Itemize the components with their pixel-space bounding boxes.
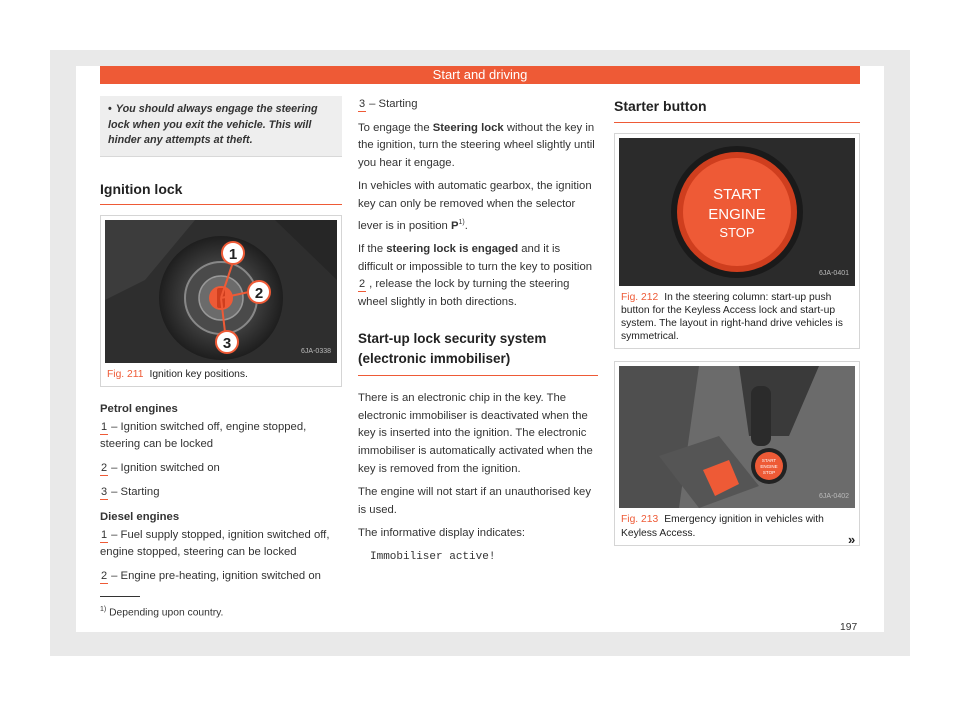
diesel-item-1 [100,527,342,562]
column-middle [358,96,598,573]
petrol-item-text: – Starting [111,485,160,498]
figure-number: Fig. 213 [621,514,659,526]
position-number: 2 [101,462,108,475]
start-button-photo [619,138,855,286]
text: If the [358,242,387,255]
ignition-lock-photo [105,220,337,363]
petrol-item-1 [100,419,342,454]
button-label-stop: STOP [719,224,755,240]
text: . [464,219,468,232]
petrol-item-text: – Ignition switched on [111,462,220,475]
unauthorised-key-paragraph: The engine will not start if an unauthorised key is used. [358,486,591,516]
bullet: • [108,103,112,115]
footnote-reference: 1) [458,218,465,226]
text: and it is difficult or impossible to turn the key to position [358,242,593,273]
figure-211 [100,215,342,387]
marker-3-label: 3 [222,335,232,353]
display-intro: The informative display indicates: [358,527,526,540]
footnote-mark: 1) [100,606,107,613]
text: In vehicles with automatic gearbox, the ignition key can only be removed when the selector lever is in position [358,180,592,232]
diesel-engines-title: Diesel engines [100,511,180,524]
section-heading-starter-button: Starter button [614,98,860,123]
start-engine-button-illustration [619,138,855,286]
position-number: 3 [101,485,108,498]
page-number: 197 [840,622,858,633]
marker-2-label: 2 [254,285,264,303]
figure-code: 6JA-0402 [819,492,849,500]
warning-note [100,96,342,157]
footnote [100,606,223,618]
footnote-text: Depending upon country. [109,607,224,619]
figure-caption-text: In the steering column: start-up push button for the Keyless Access lock and start-up system. The layout in right-hand drive vehicles is symmetrical. [621,291,843,343]
figure-caption [619,508,855,540]
figure-number: Fig. 211 [107,369,144,381]
figure-212 [614,133,860,350]
petrol-item-2 [100,460,342,478]
figure-caption-text: Emergency ignition in vehicles with Keyless Access. [621,514,824,539]
figure-213 [614,361,860,545]
chapter-header: Start and driving [100,66,860,84]
figure-code: 6JA-0338 [301,347,331,355]
emergency-ignition-photo [619,366,855,508]
petrol-item-text: – Ignition switched off, engine stopped, steering can be locked [100,420,307,451]
marker-1-label: 1 [228,246,238,264]
column-left [100,96,342,592]
automatic-gearbox-paragraph [358,178,598,235]
bold-term: Steering lock [432,121,504,134]
position-number: 3 [359,98,366,110]
starting-item [358,96,598,114]
figure-number: Fig. 212 [621,291,659,303]
continued-marker: » [848,532,856,547]
diesel-item-2 [100,568,342,586]
figure-code: 6JA-0401 [819,270,849,277]
diesel-item-text: – Engine pre-heating, ignition switched on [111,570,321,583]
bold-term: steering lock is engaged [386,242,519,255]
footnote-divider [100,596,140,597]
small-button-label-engine: ENGINE [760,464,778,470]
section-heading-ignition-lock: Ignition lock [100,181,342,206]
small-button-label-stop: STOP [762,470,776,476]
text: To engage the [358,121,433,134]
button-label-engine: ENGINE [708,205,766,223]
position-number: 2 [359,278,366,291]
column-right [614,96,860,546]
text: without the key in the ignition, turn the steering wheel slightly until you hear it engage. [358,121,595,169]
section-heading-immobiliser: Start-up lock security system (electronic immobiliser) [358,329,598,376]
position-number: 1 [101,420,108,433]
starting-item-text: – Starting [369,98,418,110]
petrol-engines-title: Petrol engines [100,403,178,416]
bold-term: P [450,219,459,232]
figure-caption [105,363,337,382]
button-label-start: START [713,185,761,203]
petrol-item-3 [100,484,342,502]
small-button-label-start: START [761,458,777,464]
text: , release the lock by turning the steering wheel slightly in both directions. [358,278,570,308]
position-number: 1 [101,528,108,541]
figure-caption [619,286,855,345]
steering-lock-paragraph [358,120,598,173]
immobiliser-paragraph: There is an electronic chip in the key. The electronic immobiliser is deactivated when the key is inserted into the ignition. The electronic immobiliser is automatically activated when the key is removed from the ignition. [358,392,593,475]
figure-caption-text: Ignition key positions. [149,369,248,381]
diesel-item-text: – Fuel supply stopped, ignition switched off, engine stopped, steering can be locked [100,528,330,559]
display-message: Immobiliser active! [370,551,496,564]
position-number: 2 [101,570,108,583]
steering-lock-engaged-paragraph [358,241,598,311]
note-text: You should always engage the steering lock when you exit the vehicle. This will hinder any attempts at theft. [108,103,318,146]
